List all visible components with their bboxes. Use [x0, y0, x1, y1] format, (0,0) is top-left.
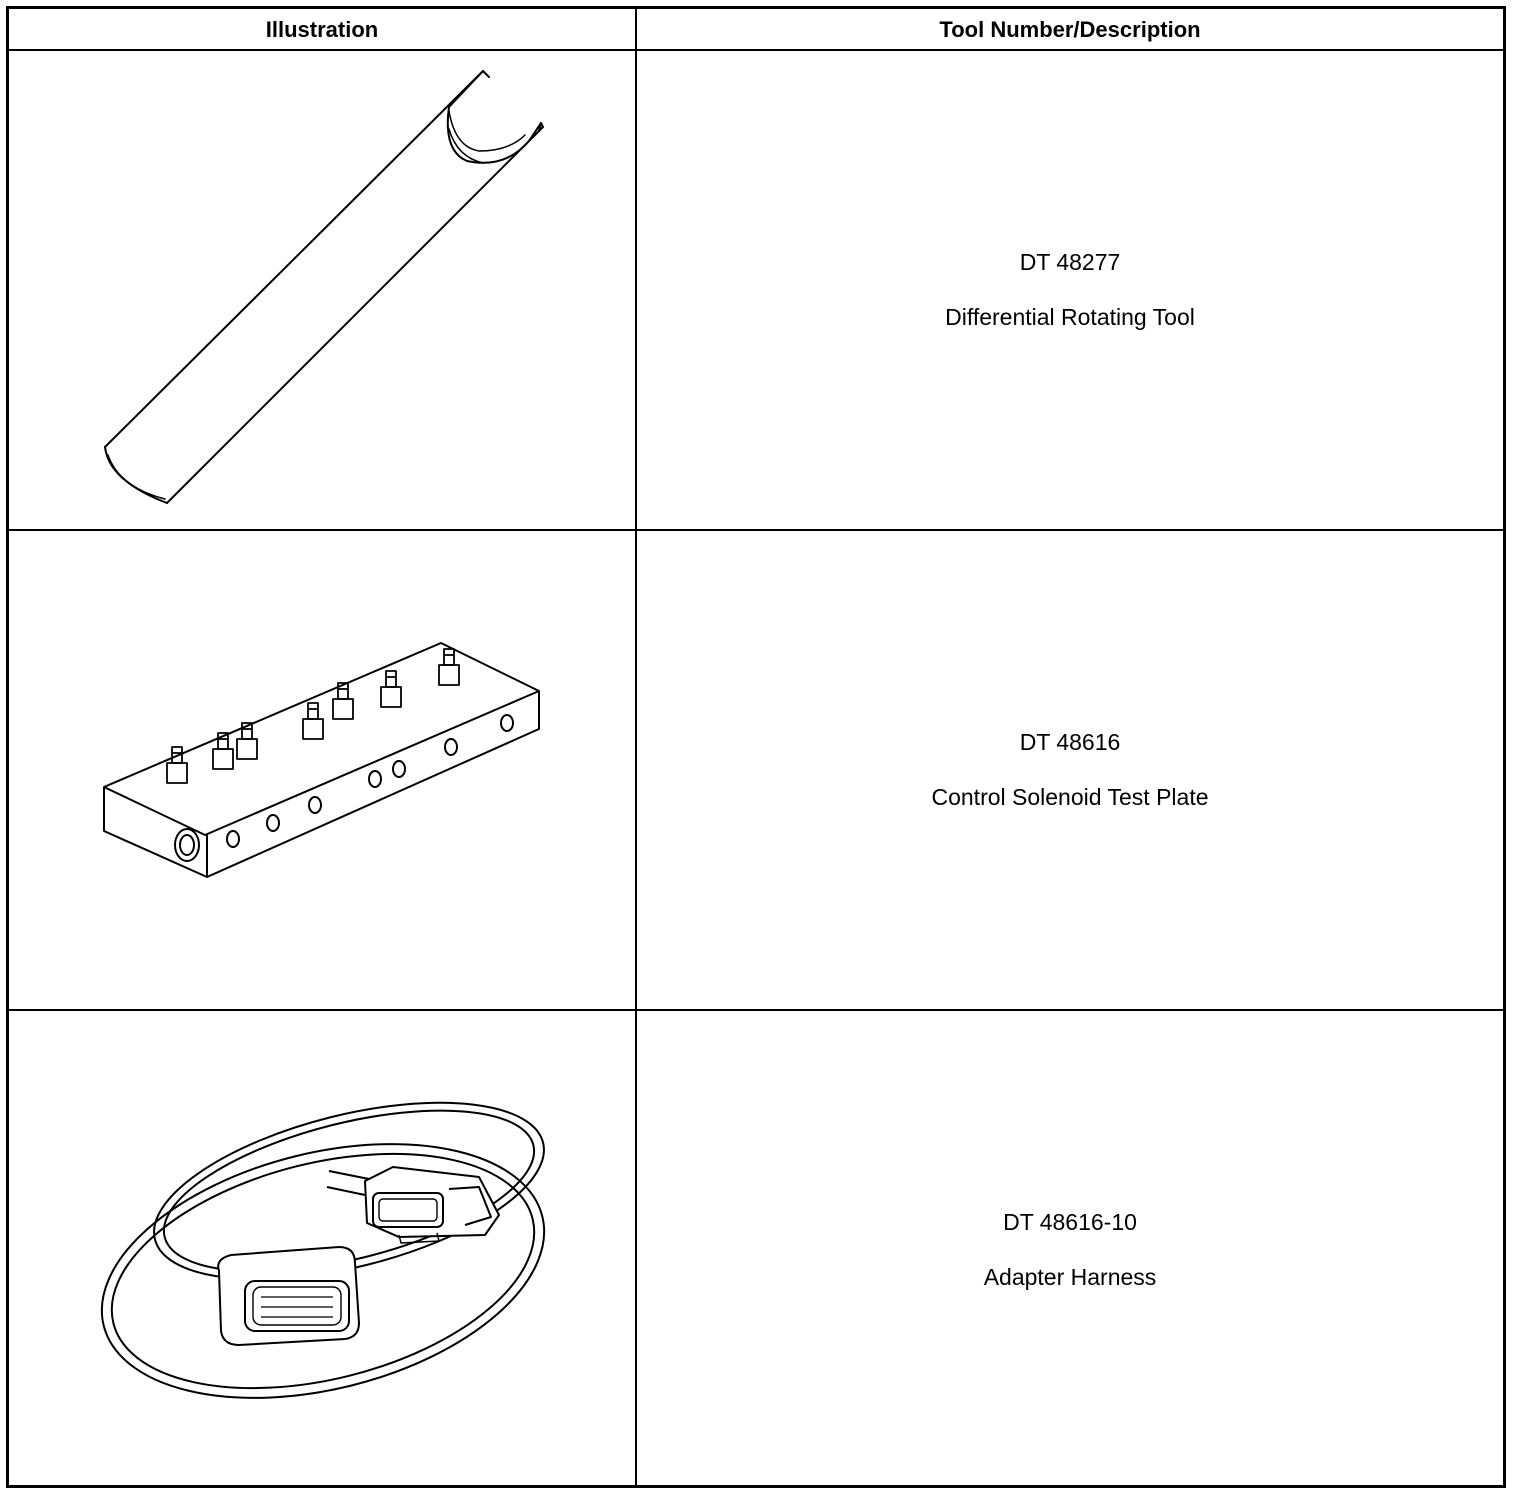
tool-description: Control Solenoid Test Plate	[931, 784, 1209, 810]
tool-row-3	[637, 1011, 1503, 1489]
harness-illustration	[9, 1011, 635, 1489]
tool-row-1	[637, 51, 1503, 529]
tool-description: Adapter Harness	[983, 1264, 1157, 1290]
rotating-tool-illustration	[9, 51, 635, 529]
tool-number: DT 48616	[1019, 729, 1121, 755]
tool-number: DT 48616-10	[1003, 1209, 1137, 1235]
test-plate-icon	[9, 531, 635, 1009]
harness-icon	[9, 1011, 635, 1489]
test-plate-illustration	[9, 531, 635, 1009]
tool-description: Differential Rotating Tool	[945, 304, 1195, 330]
header-illustration: Illustration	[265, 17, 379, 42]
rotating-tool-icon	[9, 51, 635, 529]
header-tool-number: Tool Number/Description	[939, 17, 1201, 42]
tool-number: DT 48277	[1019, 249, 1121, 275]
special-tools-table	[6, 6, 1506, 1488]
tool-row-2	[637, 531, 1503, 1009]
